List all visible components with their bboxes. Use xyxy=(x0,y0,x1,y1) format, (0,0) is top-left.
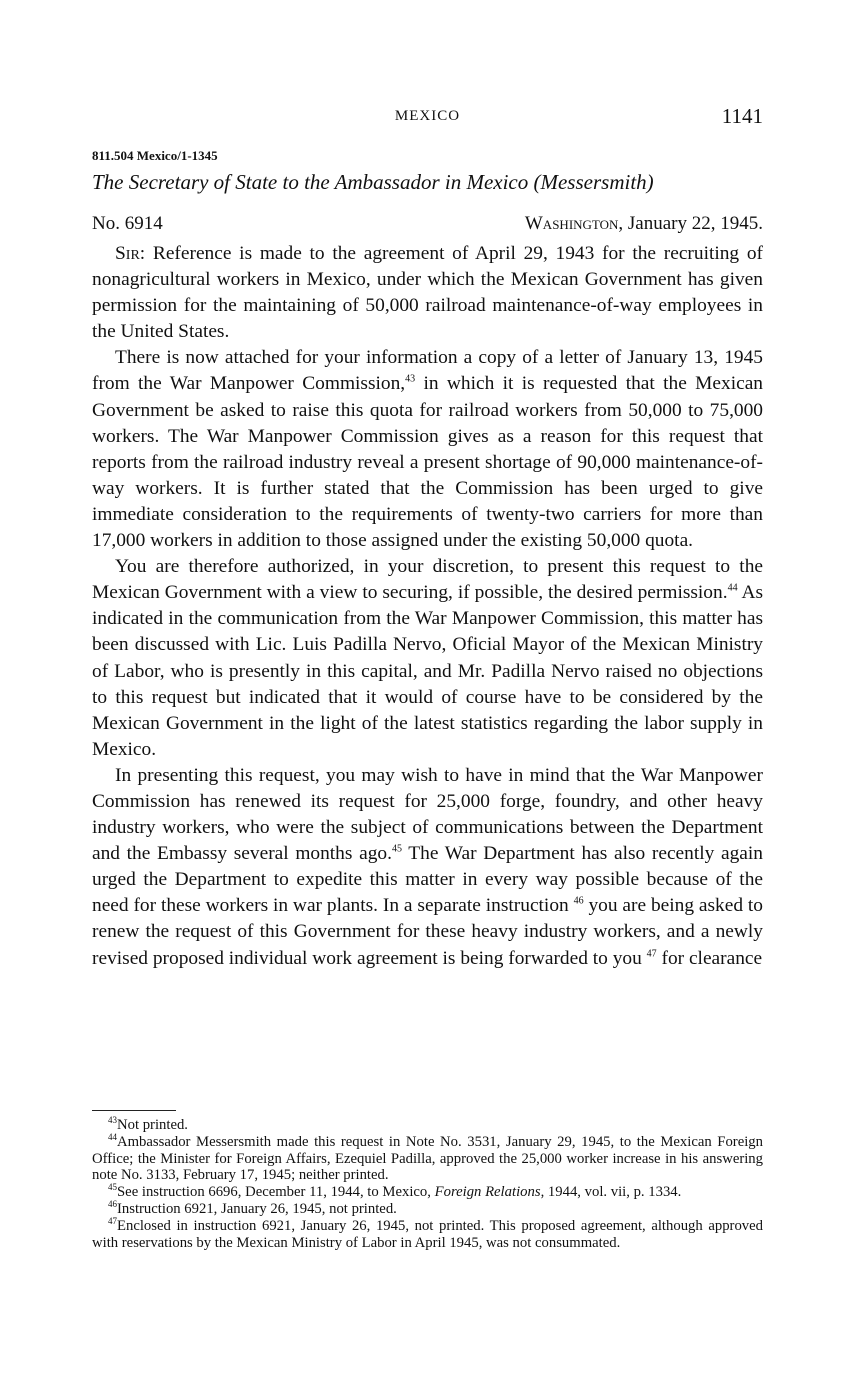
footnote-mark: 44 xyxy=(108,1131,117,1142)
footnote-mark: 43 xyxy=(108,1115,117,1126)
paragraph-2-text-a: There is now attached for your information a copy of a letter of January 13, 1945 from the War Manpower Commission, xyxy=(92,347,763,395)
footnote-text: See instruction 6696, December 11, 1944, to Mexico, xyxy=(117,1184,435,1201)
footnote-divider xyxy=(92,1110,176,1111)
footnote-45 xyxy=(92,1184,763,1201)
footnote-ref-44[interactable]: 44 xyxy=(727,582,738,594)
footnote-text-tail: , 1944, vol. vii, p. 1334. xyxy=(540,1184,682,1201)
footnote-ref-43[interactable]: 43 xyxy=(405,374,416,385)
running-head xyxy=(92,104,763,130)
paragraph-1 xyxy=(92,241,763,345)
footnote-italic-title: Foreign Relations xyxy=(434,1184,541,1201)
footnote-ref-45[interactable]: 45 xyxy=(391,843,402,855)
footnote-ref-47[interactable]: 47 xyxy=(646,948,657,960)
footnote-text: Not printed. xyxy=(117,1117,188,1133)
paragraph-2-text-b: in which it is requested that the Mexican Government be asked to raise this quota for railroad workers from 50,000 to 75,000 workers. The War Manpower Commission gives as a reason for this request that reports from the railroad industry reveal a present shortage of 90,000 maintenance-of-way workers. It is further stated that the Commission has been urged to give immediate consideration to the requirements of twenty-two carriers for more than 17,000 workers in addition to those assigned under the existing 50,000 quota. xyxy=(92,373,763,552)
footnote-46 xyxy=(92,1201,763,1218)
paragraph-4-text-c: you are being asked to renew the request of this Government for these heavy industry workers, and a newly revised proposed individual work agreement is being forwarded to you xyxy=(92,895,763,969)
paragraph-3-text-b: As indicated in the communication from the War Manpower Commission, this matter has been discussed with Lic. Luis Padilla Nervo, Oficial Mayor of the Mexican Ministry of Labor, who is presently in this capital, and Mr. Padilla Nervo raised no objections to this request but indicated that it would of course have to be considered by the Mexican Government in the light of the latest statistics regarding the labor supply in Mexico. xyxy=(92,582,763,760)
footnote-text: Ambassador Messersmith made this request in Note No. 3531, January 29, 1945, to the Mexican Foreign Office; the Minister for Foreign Affairs, Ezequiel Padilla, approved the 25,000 worker increase in his answering note No. 3133, February 17, 1945; neither printed. xyxy=(92,1133,763,1184)
paragraph-4-text-b: The War Department has also recently again urged the Department to expedite this matter in every way possible because of the need for these workers in war plants. In a separate instruction xyxy=(92,843,763,917)
paragraph-4 xyxy=(92,763,763,972)
footnote-text: Enclosed in instruction 6921, January 26, 1945, not printed. This proposed agreement, although approved with reservations by the Mexican Ministry of Labor in April 1945, was not consummated. xyxy=(92,1217,763,1251)
dateline xyxy=(92,213,763,239)
file-number: 811.504 Mexico/1-1345 xyxy=(92,148,218,163)
footnote-mark: 47 xyxy=(108,1215,117,1226)
paragraph-3-text-a: You are therefore authorized, in your discretion, to present this request to the Mexican Government with a view to securing, if possible, the desired permission. xyxy=(92,556,763,604)
footnote-44 xyxy=(92,1131,763,1184)
footnote-ref-46[interactable]: 46 xyxy=(573,895,584,907)
footnotes xyxy=(92,1117,763,1251)
place-and-date xyxy=(525,213,763,235)
date: , January 22, 1945. xyxy=(618,213,763,234)
footnote-mark: 45 xyxy=(108,1182,117,1193)
paragraph-3 xyxy=(92,554,763,763)
document-title: The Secretary of State to the Ambassador in Mexico (Messersmith) xyxy=(92,170,654,194)
footnote-text: Instruction 6921, January 26, 1945, not printed. xyxy=(117,1200,397,1217)
letter-body xyxy=(92,241,763,972)
salutation: Sir xyxy=(115,243,140,264)
footnote-43 xyxy=(92,1117,763,1134)
paragraph-2 xyxy=(92,345,763,554)
paragraph-4-text-a: In presenting this request, you may wish to have in mind that the War Manpower Commission has renewed its request for 25,000 forge, foundry, and other heavy industry workers, who were the subject of communications between the Department and the Embassy several months ago. xyxy=(92,764,763,865)
footnote-mark: 46 xyxy=(108,1199,117,1210)
page-number: 1141 xyxy=(721,104,763,128)
running-title: MEXICO xyxy=(394,108,461,124)
paragraph-1-text: : Reference is made to the agreement of April 29, 1943 for the recruiting of nonagricultural workers in Mexico, under which the Mexican Government has given permission for the maintaining of 50,000 railroad maintenance-of-way employees in the United States. xyxy=(92,243,763,343)
paragraph-4-text-d: for clearance xyxy=(656,947,763,969)
footnote-47 xyxy=(92,1215,763,1252)
place: Washington xyxy=(524,213,619,234)
document-number: No. 6914 xyxy=(92,213,163,234)
